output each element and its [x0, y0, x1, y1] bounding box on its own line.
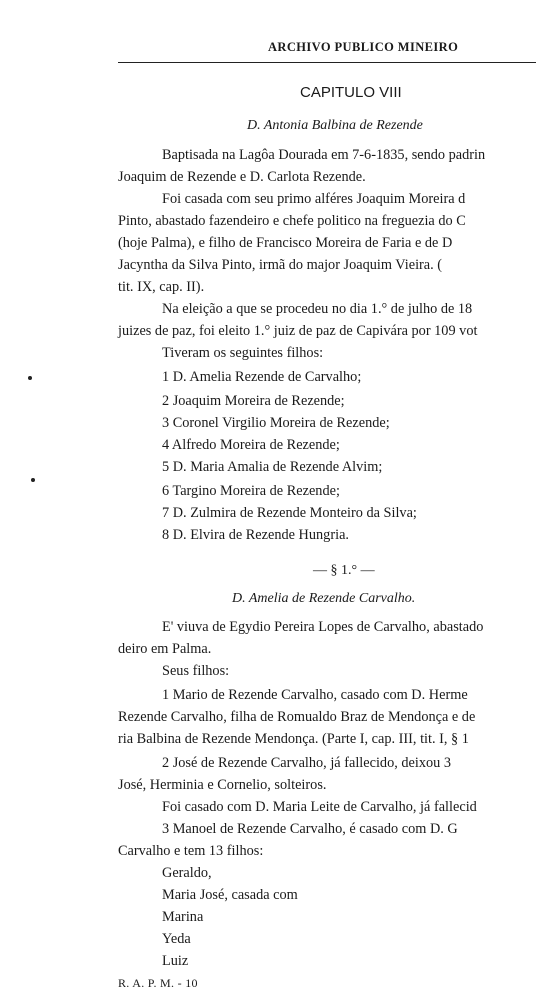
text-line: Pinto, abastado fazendeiro e chefe politico na freguezia do C	[118, 213, 466, 229]
subtitle-amelia: D. Amelia de Rezende Carvalho.	[232, 591, 416, 606]
list-item: 5 D. Maria Amalia de Rezende Alvim;	[162, 459, 383, 475]
text-line: juizes de paz, foi eleito 1.° juiz de paz de Capivára por 109 vot	[118, 323, 478, 339]
text-line: (hoje Palma), e filho de Francisco Moreira de Faria e de D	[118, 235, 453, 251]
text-line: Joaquim de Rezende e D. Carlota Rezende.	[118, 169, 366, 185]
text-line: Na eleição a que se procedeu no dia 1.° de julho de 18	[162, 301, 473, 317]
text-line: 1 Mario de Rezende Carvalho, casado com D. Herme	[162, 687, 468, 703]
text-line: Seus filhos:	[162, 663, 230, 679]
margin-dot	[31, 478, 35, 482]
text-line: deiro em Palma.	[118, 641, 212, 657]
list-item: 8 D. Elvira de Rezende Hungria.	[162, 527, 349, 543]
list-item: 4 Alfredo Moreira de Rezende;	[162, 437, 340, 453]
text-line: tit. IX, cap. II).	[118, 279, 205, 295]
margin-dot	[28, 376, 32, 380]
text-line: Baptisada na Lagôa Dourada em 7-6-1835, sendo padrin	[162, 147, 486, 163]
text-line: Jacyntha da Silva Pinto, irmã do major Joaquim Vieira. (	[118, 257, 443, 273]
text-line: José, Herminia e Cornelio, solteiros.	[118, 777, 327, 793]
chapter-title: CAPITULO VIII	[300, 84, 402, 101]
child-name: Maria José, casada com	[162, 887, 298, 903]
list-item: 1 D. Amelia Rezende de Carvalho;	[162, 369, 362, 385]
running-head: ARCHIVO PUBLICO MINEIRO	[268, 40, 459, 54]
subtitle-antonia: D. Antonia Balbina de Rezende	[247, 118, 423, 133]
text-line: 2 José de Rezende Carvalho, já fallecido, deixou 3	[162, 755, 452, 771]
list-item: 3 Coronel Virgilio Moreira de Rezende;	[162, 415, 390, 431]
text-line: Rezende Carvalho, filha de Romualdo Braz de Mendonça e de	[118, 709, 476, 725]
footer-signature: R. A. P. M. - 10	[118, 976, 198, 990]
text-line: E' viuva de Egydio Pereira Lopes de Carvalho, abastado	[162, 619, 484, 635]
header-rule	[118, 62, 536, 63]
child-name: Luiz	[162, 953, 189, 969]
list-item: 2 Joaquim Moreira de Rezende;	[162, 393, 345, 409]
section-mark: — § 1.° —	[313, 563, 375, 578]
child-name: Marina	[162, 909, 204, 925]
text-line: ria Balbina de Rezende Mendonça. (Parte I, cap. III, tit. I, § 1	[118, 731, 469, 747]
list-item: 6 Targino Moreira de Rezende;	[162, 483, 340, 499]
text-line: 3 Manoel de Rezende Carvalho, é casado com D. G	[162, 821, 458, 837]
child-name: Yeda	[162, 931, 191, 947]
text-line: Foi casado com D. Maria Leite de Carvalho, já fallecid	[162, 799, 477, 815]
text-line: Tiveram os seguintes filhos:	[162, 345, 324, 361]
text-line: Carvalho e tem 13 filhos:	[118, 843, 264, 859]
child-name: Geraldo,	[162, 865, 212, 881]
list-item: 7 D. Zulmira de Rezende Monteiro da Silva;	[162, 505, 417, 521]
text-line: Foi casada com seu primo alféres Joaquim Moreira d	[162, 191, 466, 207]
